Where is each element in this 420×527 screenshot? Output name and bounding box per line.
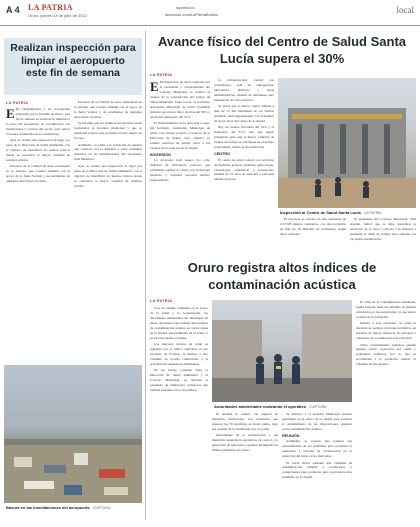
newspaper-logo: LA PATRIA bbox=[28, 3, 73, 12]
section-name: local bbox=[396, 5, 414, 15]
top-column-3: El proyecto se ejecuta en una extensión de 2.572,85 metros cuadrados, con una inversión de más de 10 millones de bolivianos, según datos oficiales. bbox=[280, 217, 346, 236]
bottom-column-3: Se instruyó a la Guardia Municipal realizar patrullajes en el centro de la ciudad para verificar el cumplimiento de las disposiciones vigentes sobre contaminación acústica. REUNIÓN Asimismo, se sostuvo una reunión con representantes de los gremiales para socializar la normativa y solicitar su colaboración en la reducción del ruido en los mercados. Se prevé llevar adelante una campaña de sensibilización dirigida a conductores y comerciantes para promover una convivencia más saludable en la ciudad. bbox=[282, 412, 352, 480]
left-photo-caption: Basura en las inmediaciones del aeropuerto /CAPTURA bbox=[6, 505, 111, 510]
page-number: A 4 bbox=[6, 5, 20, 15]
top-headline: Avance físico del Centro de Salud Santa Lucía supera el 30% bbox=[157, 34, 407, 66]
column-divider bbox=[145, 30, 146, 520]
top-byline: LA PATRIA bbox=[150, 73, 173, 77]
left-byline: LA PATRIA bbox=[6, 101, 29, 105]
bottom-headline: Oruro registra altos índices de contaminación acústica bbox=[187, 260, 377, 292]
social-link[interactable]: facebook.com/LaPatriaBolivia bbox=[165, 12, 218, 17]
issue-date: Oruro, jueves 14 de julio de 2022 bbox=[28, 13, 87, 18]
top-photo bbox=[278, 78, 416, 208]
trash-scene-image bbox=[4, 365, 142, 503]
bottom-column-2: El análisis se realizó con equipos de medición certificados, con resultados que superan los 70 decibeles en horas punta, muy por encima de lo establecido por la norma. Autoridades de la Gobernación y del municipio anunciaron operativos de control y la aplicación de sanciones a quienes incumplan los límites permitidos de ruido. bbox=[212, 412, 278, 453]
website-link[interactable]: lapatria.bo bbox=[176, 5, 195, 10]
bottom-column-4: El tema de la contaminación ambiental, según Cepeda, debe ser atendido de manera prioritaria por las autoridades, ya que afecta la salud de la población. Debido a este escenario, se tomó la decisión de realizar controles periódicos en horarios de mayor afluencia de personas y vehículos, en coordinación con la Policía. Tanto contaminantes acústicos pueden generar estrés, trastornos del sueño y problemas auditivos, por lo que se recomienda a la población reducir el volumen de sus equipos. bbox=[356, 300, 416, 367]
construction-site-image bbox=[278, 78, 416, 208]
bottom-photo-caption: Autoridades ambientales realizando el operativo /CAPTURA bbox=[214, 404, 327, 409]
top-column-2: La infraestructura contará con consultorios, sala de emergencias, laboratorio, farmacia y áreas administrativas, además de ambientes para internación de corta estancia. Se prevé que el nuevo centro atienda a más de 15 mil habitantes de los barrios aledaños, descongestionando los hospitales de tercer nivel del centro de la ciudad. Hay un avance favorable del 32% y el financiero del 31%, hay que seguir trabajando para que la mayor cantidad de frentes de trabajo se concluyan en el tiempo programado, señaló la autoridad edil. CENTRO El centro de salud contará con servicios de medicina general, pediatría, ginecología, odontología, enfermería y vacunación, además de un área de atención a personas adultas mayores. bbox=[214, 78, 274, 182]
bottom-photo bbox=[212, 300, 352, 402]
left-headline: Realizan inspección para limpiar el aeropuerto este fin de semana bbox=[10, 42, 136, 80]
left-column-1: E En cumplimiento a un cronograma elaborado por la Alcaldía de Oruro, este fin de semana se realizará la limpieza a la zona del aeropuerto, en coordinación con instituciones y vecinos del sector, para retirar la basura acumulada en los alrededores. Ayer se realizó una inspección al lugar por parte de la Dirección de Salud Ambiental, con el objetivo de identificar los puntos críticos donde se concentra la mayor cantidad de residuos sólidos. Personal de la Unidad de Aseo participará en la jornada, que contará también con el apoyo de la Junta Vecinal y de estudiantes de unidades educativas cercanas. bbox=[6, 107, 70, 184]
top-column-4: El presidente del Concejo Municipal, Saúl Aguilar, indicó que se debe garantizar la ejecución de la obra y exhortó a la empresa a mantener el ritmo de trabajo para cumplir con los plazos establecidos. bbox=[350, 217, 416, 241]
top-column-1: E En inspección de obras realizada por el presidente y vicepresidente del Concejo Municipal, se verificó el avance de la construcción del Centro de Salud Municipal Santa Lucía, el Gobierno Autónomo Municipal de Oruro (GAMO) informó un avance físico de más del 30% y un avance financiero del 31%. El financiamiento de la obra está a cargo del Gobierno Autónomo Municipal de Oruro con fondos propios y recursos de la Dirección de Salud, cuyo objetivo es brindar atención de primer nivel a los vecinos de la zona sur de la ciudad. INVERSIÓN La inversión total supera los ocho millones de bolivianos, recursos que permitirán equipar el centro con tecnología moderna y contratar personal médico especializado. bbox=[150, 80, 210, 182]
left-headline-box bbox=[4, 38, 142, 95]
left-column-2: Personal de la Unidad de Aseo participará en la jornada, que contará también con el apoyo de la Junta Vecinal y de estudiantes de unidades educativas cercanas. Se informó que los residuos recolectados serán trasladados al botadero municipal y que se instalarán letreros que prohíban arrojar basura en la zona. Asimismo, se pidió a la población en general que colabore con la limpieza y evite acumular desechos en las inmediaciones del aeropuerto Juan Mendoza. Ayer se realizó una inspección al lugar por parte de la Dirección de Salud Ambiental, con el objetivo de identificar los puntos críticos donde se concentra la mayor cantidad de residuos sólidos. bbox=[74, 100, 142, 188]
bottom-byline: LA PATRIA bbox=[150, 299, 173, 303]
street-scene-image bbox=[212, 300, 352, 402]
left-photo bbox=[4, 365, 142, 503]
drop-cap: E bbox=[150, 80, 159, 94]
page-header bbox=[0, 0, 420, 26]
top-photo-caption: Inspección al Centro de Salud Santa Lucía /LA PATRIA bbox=[280, 210, 382, 215]
drop-cap: E bbox=[6, 107, 15, 121]
bottom-column-1: Tras un estudio realizado en el sector de la salud y la Gobernación, las autoridades ambientales del municipio de Oruro advirtieron que existen altos índices de contaminación acústica en varias zonas de la ciudad, especialmente en el centro y en las principales avenidas. Los mayores niveles de ruido se registran por el tráfico vehicular, el uso excesivo de bocinas, la música a alto volumen en locales comerciales y la actividad de vendedores ambulantes. En un trabajo conjunto entre la Dirección de Salud Ambiental y el Concejo Municipal, se advirtió la presencia de numerosos comercios que utilizan parlantes en la vía pública. bbox=[150, 306, 208, 392]
